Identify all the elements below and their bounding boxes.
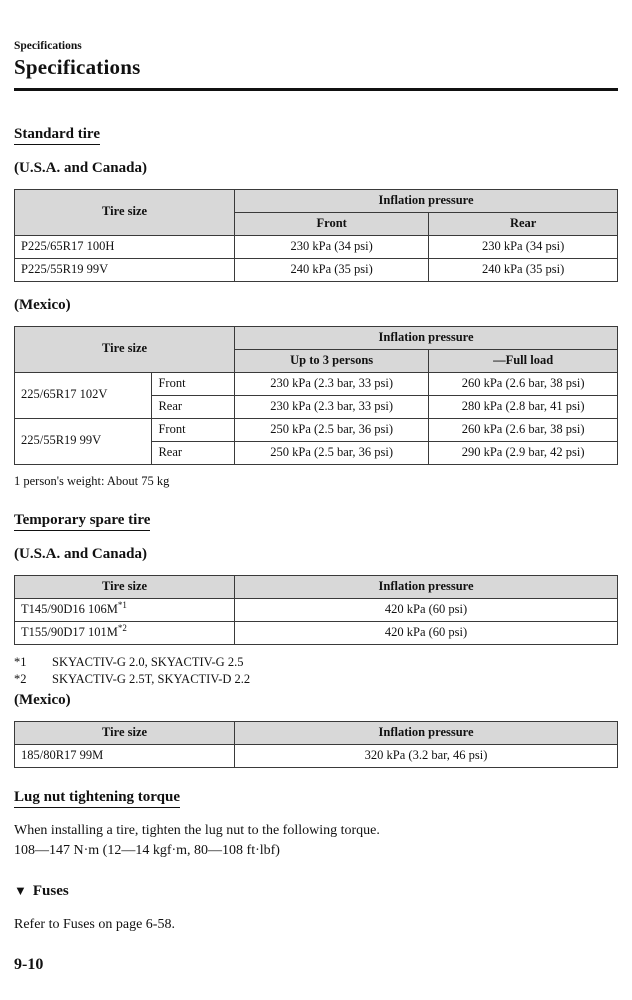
table-row xyxy=(15,372,618,395)
footnote-text: SKYACTIV-G 2.0, SKYACTIV-G 2.5 xyxy=(52,654,244,669)
footnote xyxy=(14,654,618,671)
up3-pressure-cell: 250 kPa (2.5 bar, 36 psi) xyxy=(235,418,429,441)
full-load-pressure-cell: 280 kPa (2.8 bar, 41 psi) xyxy=(429,395,618,418)
tire-size-cell: P225/65R17 100H xyxy=(15,235,235,258)
lug-nut-torque-value: 108—147 N·m (12—14 kgf·m, 80—108 ft·lbf) xyxy=(14,843,280,859)
rear-pressure-cell: 230 kPa (34 psi) xyxy=(429,235,618,258)
position-cell: Front xyxy=(152,372,235,395)
tire-size-cell: P225/55R19 99V xyxy=(15,258,235,281)
mexico-subheading: (Mexico) xyxy=(14,296,71,313)
pressure-cell: 420 kPa (60 psi) xyxy=(235,621,618,644)
up3-pressure-cell: 230 kPa (2.3 bar, 33 psi) xyxy=(235,372,429,395)
inflation-pressure-header: Inflation pressure xyxy=(235,326,618,349)
up3-pressure-cell: 230 kPa (2.3 bar, 33 psi) xyxy=(235,395,429,418)
tire-size-header: Tire size xyxy=(15,575,235,598)
front-header: Front xyxy=(235,212,429,235)
pressure-cell: 320 kPa (3.2 bar, 46 psi) xyxy=(235,745,618,768)
footnote-marker: *1 xyxy=(14,654,27,669)
footnote-text: SKYACTIV-G 2.5T, SKYACTIV-D 2.2 xyxy=(52,671,251,686)
position-cell: Rear xyxy=(152,441,235,464)
standard-tire-heading: Standard tire xyxy=(14,126,100,145)
temporary-spare-tire-heading: Temporary spare tire xyxy=(14,512,150,531)
footnotes xyxy=(14,654,618,689)
tire-size-cell: 185/80R17 99M xyxy=(15,745,235,768)
tire-size-header: Tire size xyxy=(15,326,235,372)
tire-size-header: Tire size xyxy=(15,722,235,745)
rear-pressure-cell: 240 kPa (35 psi) xyxy=(429,258,618,281)
mexico-temporary-spare-table xyxy=(14,721,618,768)
position-cell: Front xyxy=(152,418,235,441)
full-load-header: —Full load xyxy=(429,349,618,372)
table-header-row xyxy=(15,722,618,745)
position-cell: Rear xyxy=(152,395,235,418)
front-pressure-cell: 240 kPa (35 psi) xyxy=(235,258,429,281)
footnote-ref: *2 xyxy=(117,622,127,633)
page-number: 9-10 xyxy=(14,956,44,973)
pressure-cell: 420 kPa (60 psi) xyxy=(235,598,618,621)
usa-temporary-spare-table xyxy=(14,575,618,645)
usa-canada-subheading: (U.S.A. and Canada) xyxy=(14,545,147,562)
lug-nut-instruction: When installing a tire, tighten the lug nut to the following torque. xyxy=(14,823,380,839)
table-header-row xyxy=(15,189,618,212)
fuses-heading xyxy=(14,883,618,900)
table-row xyxy=(15,258,618,281)
tire-size-cell xyxy=(15,598,235,621)
front-pressure-cell: 230 kPa (34 psi) xyxy=(235,235,429,258)
table-row xyxy=(15,745,618,768)
table-row xyxy=(15,235,618,258)
table-row xyxy=(15,418,618,441)
table-header-row xyxy=(15,575,618,598)
rear-header: Rear xyxy=(429,212,618,235)
full-load-pressure-cell: 260 kPa (2.6 bar, 38 psi) xyxy=(429,418,618,441)
fuses-heading-label: Fuses xyxy=(32,883,69,900)
full-load-pressure-cell: 290 kPa (2.9 bar, 42 psi) xyxy=(429,441,618,464)
footnote-marker: *2 xyxy=(14,671,27,686)
inflation-pressure-header: Inflation pressure xyxy=(235,722,618,745)
table-header-row xyxy=(15,326,618,349)
mexico-standard-tire-table xyxy=(14,326,618,465)
usa-canada-subheading: (U.S.A. and Canada) xyxy=(14,159,147,176)
footnote xyxy=(14,671,618,688)
tire-size-text: T155/90D17 101M xyxy=(21,624,118,639)
lug-nut-heading: Lug nut tightening torque xyxy=(14,789,180,808)
person-weight-note: 1 person's weight: About 75 kg xyxy=(14,473,170,488)
title-divider xyxy=(14,88,618,91)
mexico-subheading: (Mexico) xyxy=(14,692,71,709)
tire-size-cell: 225/55R19 99V xyxy=(15,418,152,464)
fuses-reference-text: Refer to Fuses on page 6-58. xyxy=(14,917,175,933)
inflation-pressure-header: Inflation pressure xyxy=(235,189,618,212)
table-row xyxy=(15,621,618,644)
triangle-marker-icon: ▼ xyxy=(14,883,27,899)
full-load-pressure-cell: 260 kPa (2.6 bar, 38 psi) xyxy=(429,372,618,395)
tire-size-cell: 225/65R17 102V xyxy=(15,372,152,418)
tire-size-cell xyxy=(15,621,235,644)
up-to-3-persons-header: Up to 3 persons xyxy=(235,349,429,372)
tire-size-text: T145/90D16 106M xyxy=(21,601,118,616)
footnote-ref: *1 xyxy=(117,599,127,610)
table-row xyxy=(15,598,618,621)
usa-standard-tire-table xyxy=(14,189,618,282)
up3-pressure-cell: 250 kPa (2.5 bar, 36 psi) xyxy=(235,441,429,464)
page-title: Specifications xyxy=(14,54,141,79)
inflation-pressure-header: Inflation pressure xyxy=(235,575,618,598)
tire-size-header: Tire size xyxy=(15,189,235,235)
breadcrumb: Specifications xyxy=(14,40,82,52)
